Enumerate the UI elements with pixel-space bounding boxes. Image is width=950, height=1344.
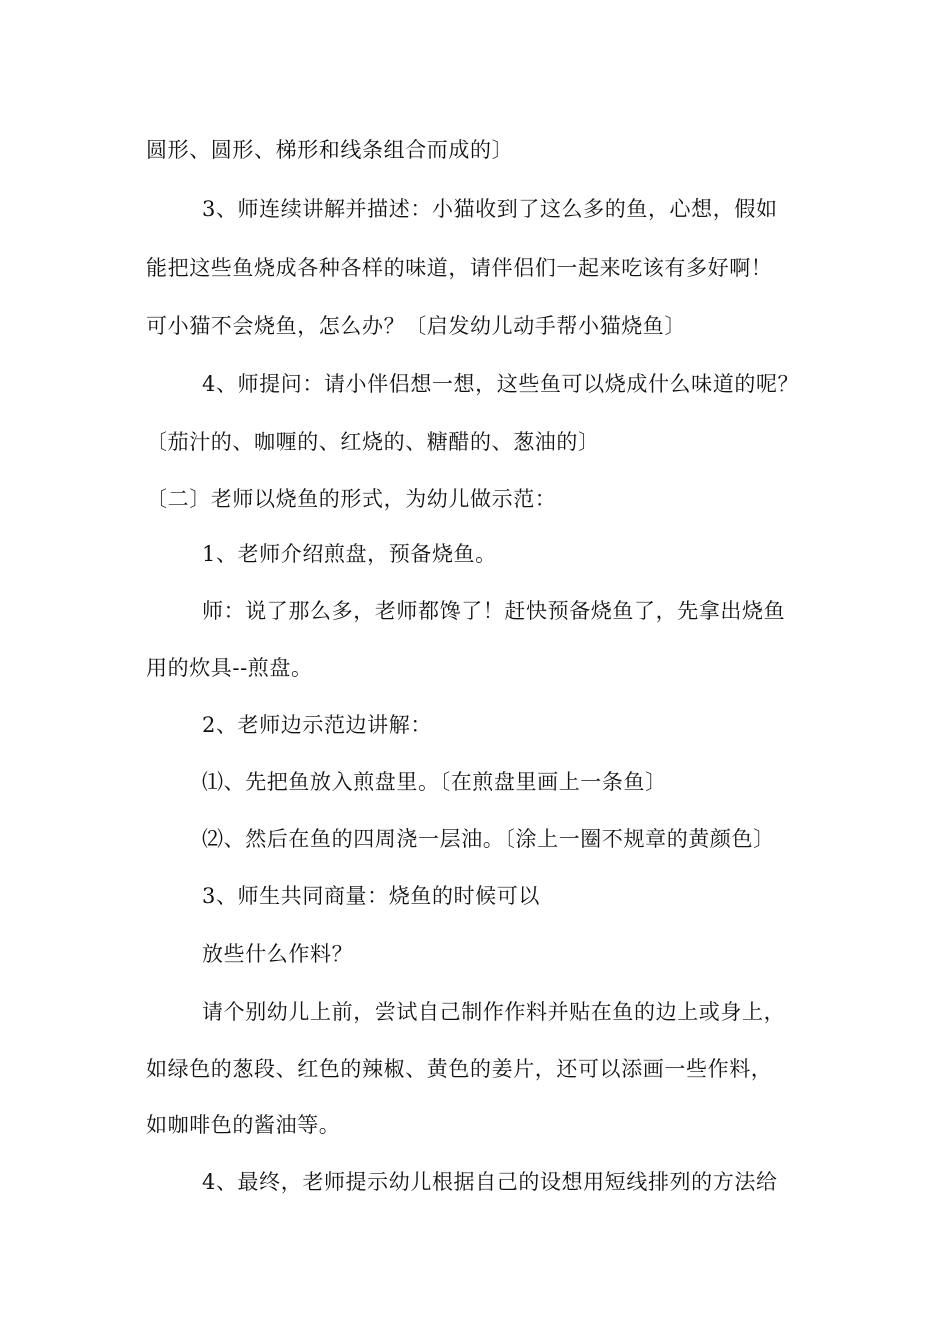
text-line-12: ⑴、先把鱼放入煎盘里。〔在煎盘里画上一条鱼〕 xyxy=(202,770,667,794)
text-line-17: 如绿色的葱段、红色的辣椒、黄色的姜片，还可以添画一些作料， xyxy=(146,1057,773,1081)
text-line-15: 放些什么作料？ xyxy=(202,942,354,966)
text-line-10: 用的炊具--煎盘。 xyxy=(146,656,313,680)
text-line-13: ⑵、然后在鱼的四周浇一层油。〔涂上一圈不规章的黄颜色〕 xyxy=(202,827,775,851)
text-line-19: 4、最终，老师提示幼儿根据自己的设想用短线排列的方法给 xyxy=(202,1170,778,1194)
text-line-9: 师：说了那么多，老师都馋了！赶快预备烧鱼了，先拿出烧鱼 xyxy=(202,599,786,623)
text-line-6: 〔茄汁的、咖喱的、红烧的、糖醋的、葱油的〕 xyxy=(146,430,600,454)
text-line-1: 圆形、圆形、梯形和线条组合而成的〕 xyxy=(146,138,514,162)
text-line-2: 3、师连续讲解并描述：小猫收到了这么多的鱼，心想，假如 xyxy=(202,197,778,221)
text-line-5: 4、师提问：请小伴侣想一想，这些鱼可以烧成什么味道的呢？ xyxy=(202,372,800,396)
text-line-4: 可小猫不会烧鱼，怎么办？〔启发幼儿动手帮小猫烧鱼〕 xyxy=(146,314,686,338)
section-heading: 〔二〕老师以烧鱼的形式，为幼儿做示范： xyxy=(146,487,557,511)
text-line-3: 能把这些鱼烧成各种各样的味道，请伴侣们一起来吃该有多好啊！ xyxy=(146,256,773,280)
text-line-11: 2、老师边示范边讲解： xyxy=(202,713,432,737)
text-line-14: 3、师生共同商量：烧鱼的时候可以 xyxy=(202,884,540,908)
text-line-18: 如咖啡色的酱油等。 xyxy=(146,1113,341,1137)
text-line-8: 1、老师介绍煎盘，预备烧鱼。 xyxy=(202,542,497,566)
text-line-16: 请个别幼儿上前，尝试自己制作作料并贴在鱼的边上或身上， xyxy=(202,1000,786,1024)
